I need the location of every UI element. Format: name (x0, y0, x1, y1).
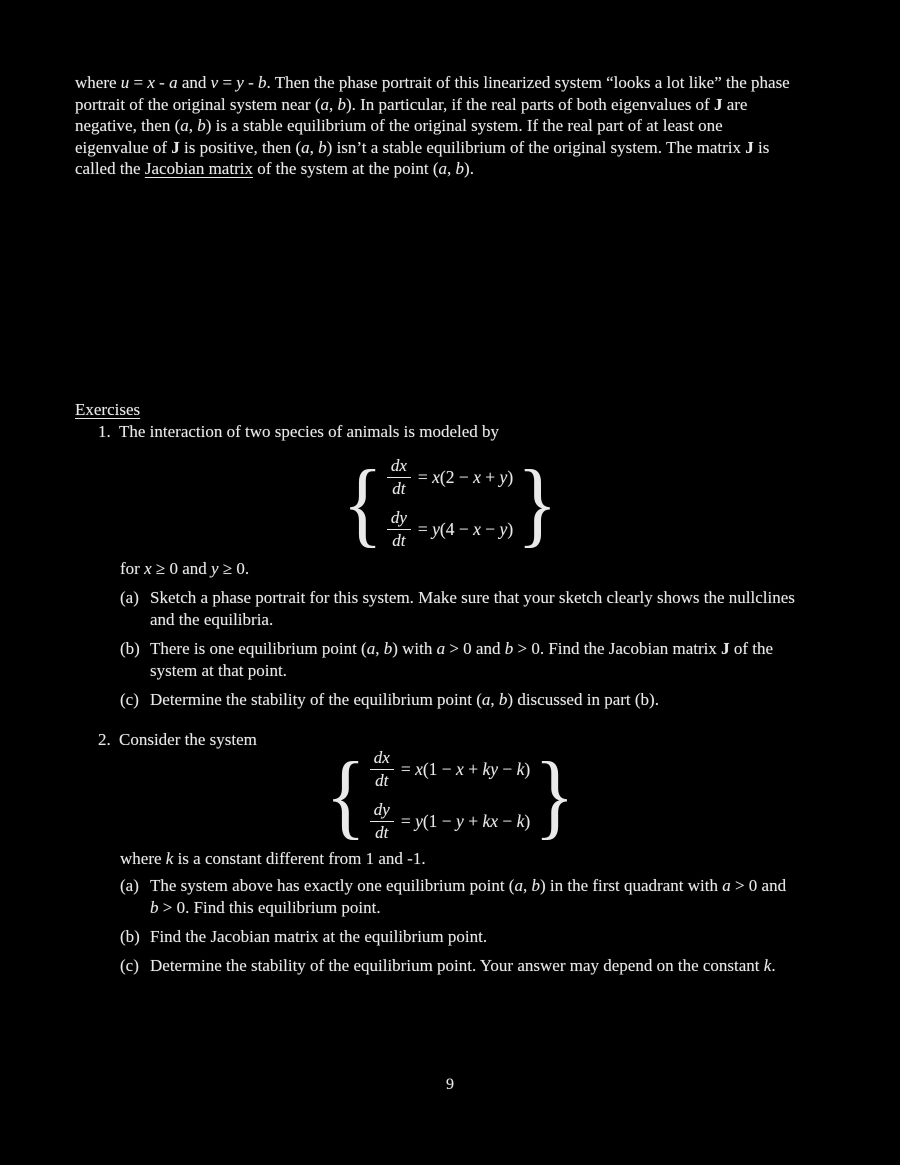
exercises-heading (75, 399, 140, 421)
exercise-2-lead (98, 729, 257, 751)
exercise-2-parts (120, 875, 868, 984)
part-label: (b) (120, 927, 140, 946)
exercise-2-lead-text: Consider the system (119, 730, 257, 749)
part-text: Determine the stability of the equilibrium point. Your answer may depend on the constant k. (150, 956, 776, 975)
part-text: Sketch a phase portrait for this system. Make sure that your sketch clearly shows the nullclines and the equilibria. (150, 588, 795, 629)
part-item-1a (120, 587, 868, 631)
part-text: The system above has exactly one equilibrium point (a, b) in the first quadrant with a > 0 and b > 0. Find this equilibrium point. (150, 876, 787, 917)
fraction (370, 801, 394, 842)
fraction-denominator: dt (375, 823, 389, 842)
exercises-heading-text: Exercises (75, 400, 141, 419)
part-text: There is one equilibrium point (a, b) with a > 0 and b > 0. Find the Jacobian matrix J of the system at that point. (150, 639, 774, 680)
equation-row-2b (370, 801, 530, 842)
intro-paragraph: where u = x - a and v = y - b. Then the phase portrait of this linearized system “looks a lot like” the phase portrait of the original system near (a, b). In particular, if the real parts of both eigenvalues of J are negative, then (a, b) is a stable equilibrium of the original system. If the real part of at least one eigenvalue of J is positive, then (a, b) isn’t a stable equilibrium of the original system. The matrix J is called the Jacobian matrix of the system at the point (a, b). (75, 73, 790, 178)
equation-system-1 (342, 449, 558, 556)
part-label: (a) (120, 588, 139, 607)
exercise-1-number: 1. (98, 422, 111, 441)
exercise-1-lead-text: The interaction of two species of animals is modeled by (119, 422, 500, 441)
part-item-1b (120, 638, 868, 682)
constraint-line: for x ≥ 0 and y ≥ 0. (120, 559, 250, 578)
fraction-numerator: dy (370, 801, 394, 822)
part-item-2c (120, 955, 868, 977)
equation-row-1a (387, 457, 513, 498)
part-label: (b) (120, 639, 140, 658)
exercise-2-number: 2. (98, 730, 111, 749)
exercise-1-lead (98, 421, 499, 443)
exercise-1-parts (120, 587, 868, 718)
part-item-2b (120, 926, 868, 948)
equation-column (370, 749, 530, 842)
equation-rhs: = y(1 − y + kx − k) (400, 810, 531, 831)
equation-row-2a (370, 749, 530, 790)
equation-column (387, 457, 513, 550)
fraction (387, 457, 411, 498)
fraction-denominator: dt (392, 531, 406, 550)
part-item-1c (120, 689, 868, 711)
part-item-2a (120, 875, 868, 919)
right-brace: } (517, 449, 558, 556)
equation-rhs: = x(2 − x + y) (417, 466, 514, 487)
fraction-numerator: dy (387, 509, 411, 530)
part-label: (c) (120, 690, 139, 709)
fraction-numerator: dx (387, 457, 411, 478)
fraction (370, 749, 394, 790)
part-text: Find the Jacobian matrix at the equilibrium point. (150, 927, 488, 946)
fraction-denominator: dt (392, 479, 406, 498)
fraction-numerator: dx (370, 749, 394, 770)
left-brace: { (342, 449, 383, 556)
part-label: (a) (120, 876, 139, 895)
equation-system-2 (325, 741, 575, 848)
equation-rhs: = y(4 − x − y) (417, 518, 514, 539)
right-brace: } (534, 741, 575, 848)
fraction-denominator: dt (375, 771, 389, 790)
part-label: (c) (120, 956, 139, 975)
left-brace: { (325, 741, 366, 848)
fraction (387, 509, 411, 550)
constant-line: where k is a constant different from 1 and -1. (120, 849, 426, 868)
page-number: 9 (446, 1076, 454, 1093)
part-text: Determine the stability of the equilibrium point (a, b) discussed in part (b). (150, 690, 659, 709)
equation-rhs: = x(1 − x + ky − k) (400, 758, 531, 779)
equation-row-1b (387, 509, 513, 550)
